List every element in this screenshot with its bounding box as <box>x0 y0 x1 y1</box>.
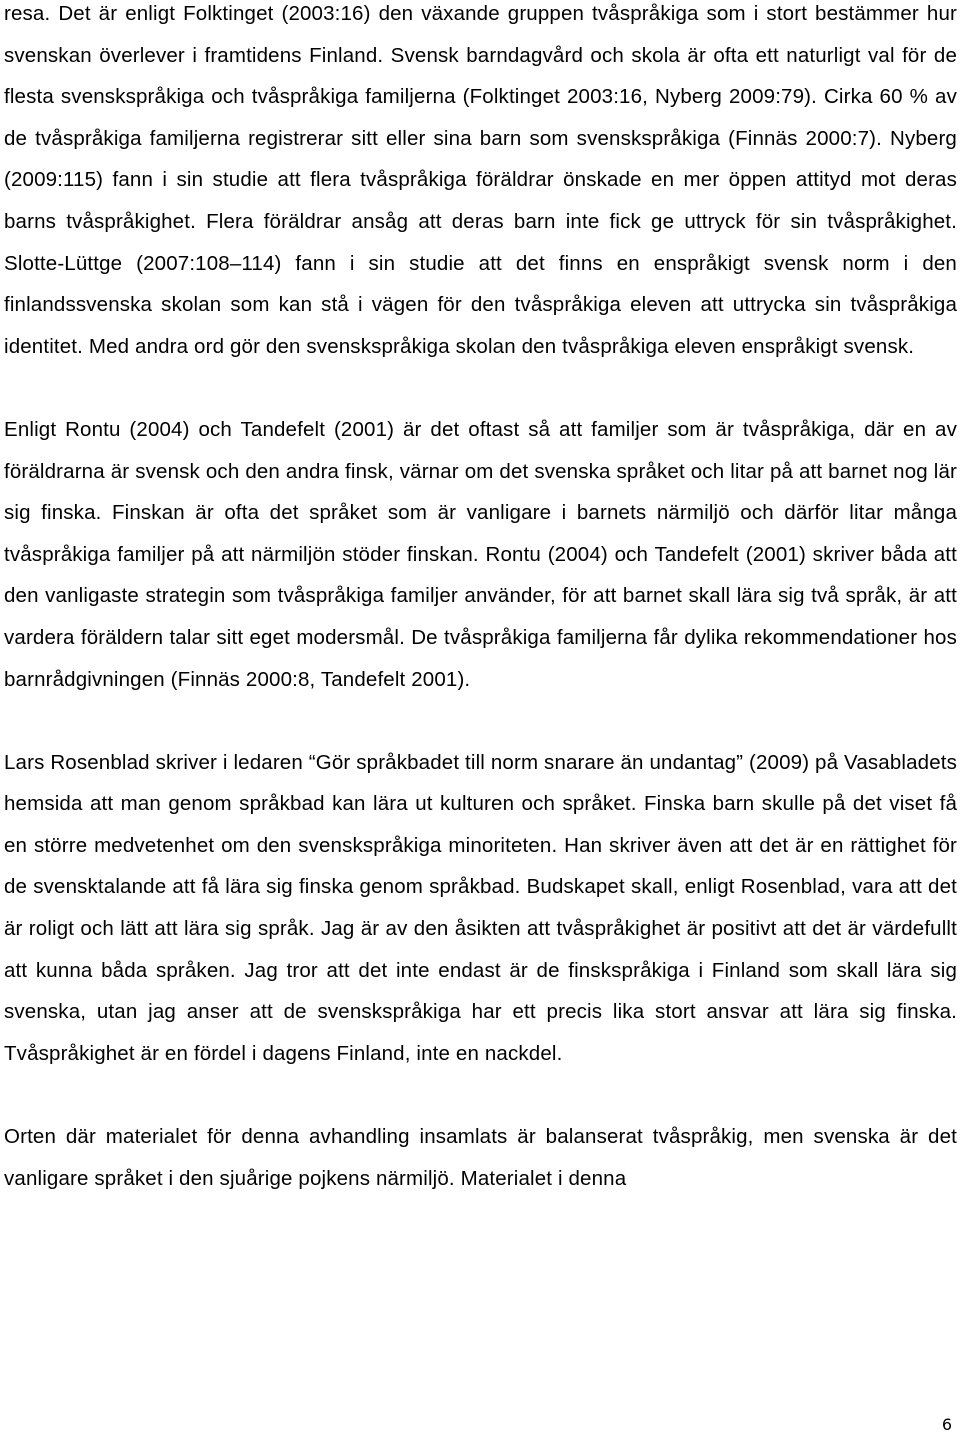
paragraph-4: Orten där materialet för denna avhandling insamlats är balanserat tvåspråkig, men svenska är det vanligare språket i den sjuårige pojkens närmiljö. Materialet i denna <box>4 1125 957 1190</box>
page-number: 6 <box>941 1415 952 1434</box>
paragraph-1: resa. Det är enligt Folktinget (2003:16) den växande gruppen tvåspråkiga som i stort bestämmer hur svenskan överlever i framtidens Finland. Svensk barndagvård och skola är ofta ett naturligt val för de flesta svenskspråkiga och tvåspråkiga familjerna (Folktinget 2003:16, Nyberg 2009:79). Cirka 60 % av de tvåspråkiga familjerna registrerar sitt eller sina barn som svenskspråkiga (Finnäs 2000:7). Nyberg (2009:115) fann i sin studie att flera tvåspråkiga föräldrar önskade en mer öppen attityd mot deras barns tvåspråkighet. Flera föräldrar ansåg att deras barn inte fick ge uttryck för sin tvåspråkighet. Slotte-Lüttge (2007:108–114) fann i sin studie att det finns en enspråkigt svensk norm i den finlandssvenska skolan som kan stå i vägen för den tvåspråkiga eleven att uttrycka sin tvåspråkiga identitet. Med andra ord gör den svenskspråkiga skolan den tvåspråkiga eleven enspråkigt svensk. <box>4 2 957 358</box>
document-page <box>4 0 957 1199</box>
paragraph-3: Lars Rosenblad skriver i ledaren “Gör språkbadet till norm snarare än undantag” (2009) på Vasabladets hemsida att man genom språkbad kan lära ut kulturen och språket. Finska barn skulle på det viset få en större medvetenhet om den svenskspråkiga minoriteten. Han skriver även att det är en rättighet för de svensktalande att få lära sig finska genom språkbad. Budskapet skall, enligt Rosenblad, vara att det är roligt och lätt att lära sig språk. Jag är av den åsikten att tvåspråkighet är positivt att det är värdefullt att kunna båda språken. Jag tror att det inte endast är de finskspråkiga i Finland som skall lära sig svenska, utan jag anser att de svenskspråkiga har ett precis lika stort ansvar att lära sig finska. Tvåspråkighet är en fördel i dagens Finland, inte en nackdel. <box>4 750 957 1065</box>
paragraph-2: Enligt Rontu (2004) och Tandefelt (2001) är det oftast så att familjer som är tvåspråkiga, där en av föräldrarna är svensk och den andra finsk, värnar om det svenska språket och litar på att barnet nog lär sig finska. Finskan är ofta det språket som är vanligare i barnets närmiljö och därför litar många tvåspråkiga familjer på att närmiljön stöder finskan. Rontu (2004) och Tandefelt (2001) skriver båda att den vanligaste strategin som tvåspråkiga familjer använder, för att barnet skall lära sig två språk, är att vardera föräldern talar sitt eget modersmål. De tvåspråkiga familjerna får dylika rekommendationer hos barnrådgivningen (Finnäs 2000:8, Tandefelt 2001). <box>4 417 957 691</box>
